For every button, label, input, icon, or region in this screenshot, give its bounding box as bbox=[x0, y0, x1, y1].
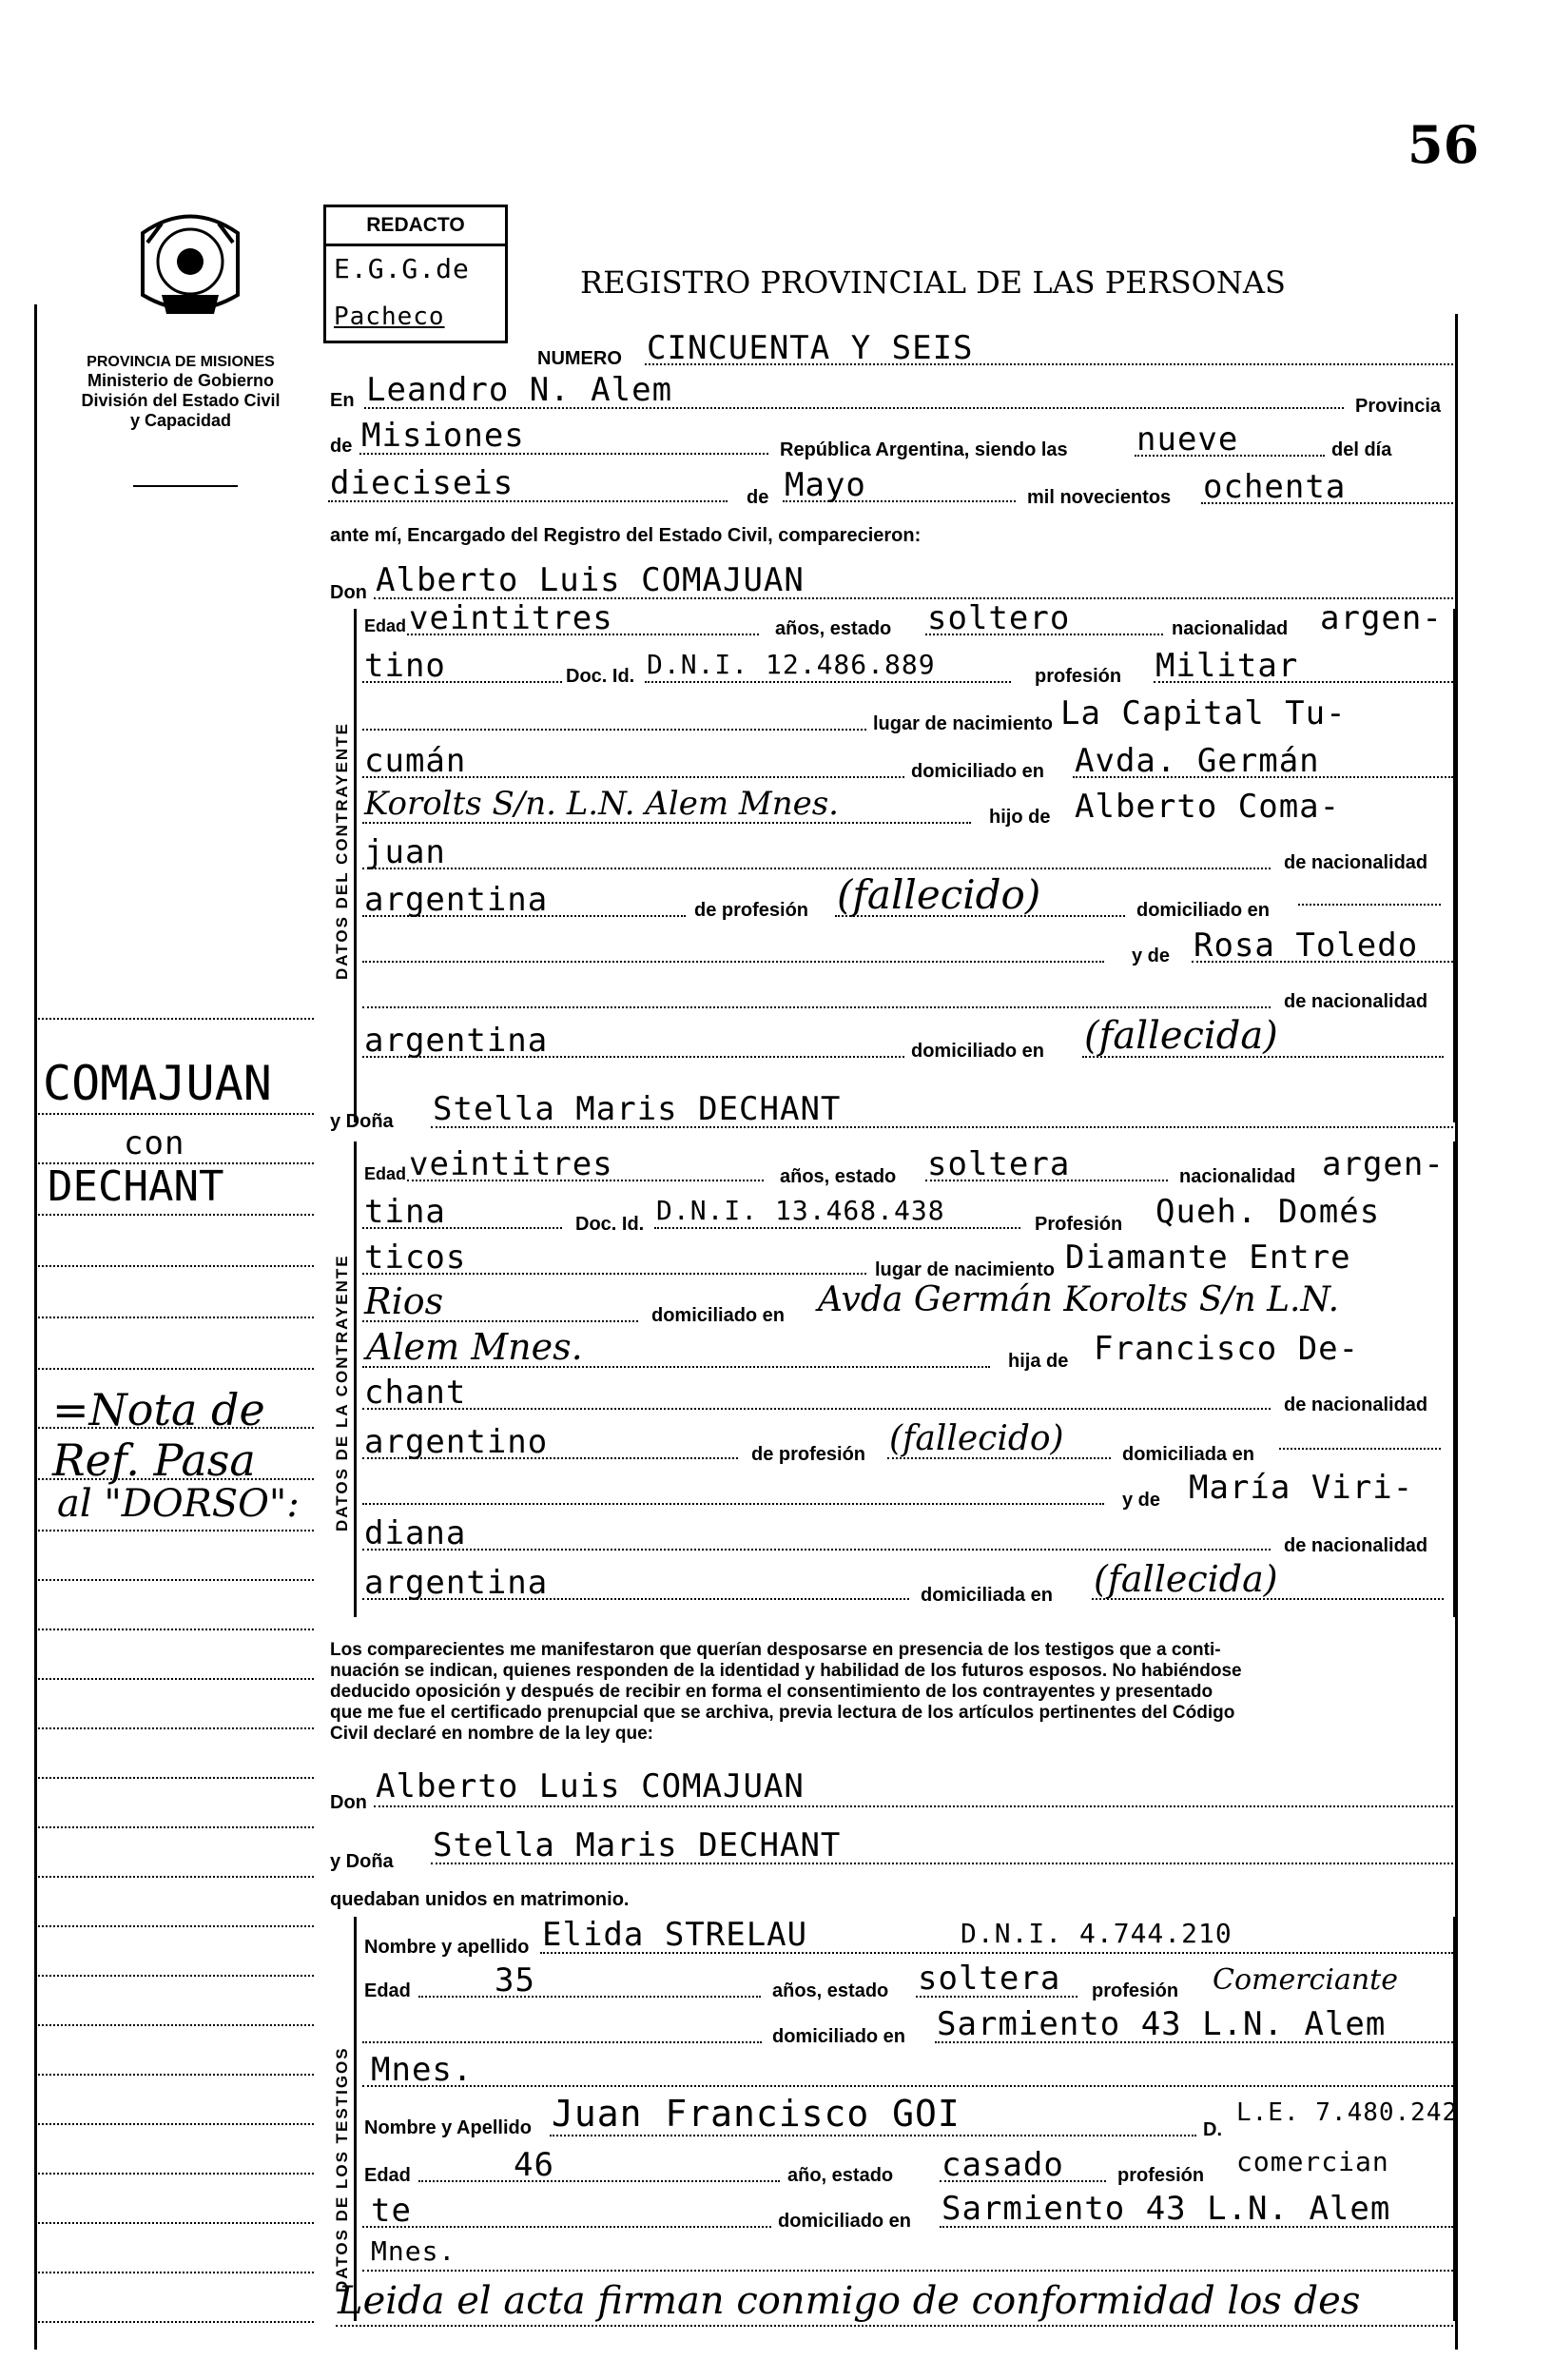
t1-anos-estado-label: años, estado bbox=[772, 1980, 889, 2001]
mil-novecientos-label: mil novecientos bbox=[1027, 487, 1172, 508]
de-value: Misiones bbox=[361, 417, 525, 455]
padre-nac-value: argentina bbox=[364, 881, 549, 919]
de-nacionalidad-label: de nacionalidad bbox=[1284, 852, 1428, 873]
de-profesion-label: de profesión bbox=[694, 900, 809, 921]
decl-don-label: Don bbox=[330, 1792, 367, 1813]
decl-dona-label: y Doña bbox=[330, 1851, 394, 1872]
t1-edad-value: 35 bbox=[495, 1961, 535, 2000]
t1-nombre-label: Nombre y apellido bbox=[364, 1937, 530, 1958]
margin-nota: =Nota de bbox=[52, 1384, 265, 1435]
madre-domicilio-label: domiciliado en bbox=[911, 1041, 1045, 1062]
t1-nombre-value: Elida STRELAU bbox=[542, 1916, 808, 1954]
domicilio-label: domiciliado en bbox=[911, 761, 1045, 782]
profesion-label: Profesión bbox=[1035, 1214, 1123, 1235]
domicilio-value: Avda. Germán bbox=[1075, 742, 1320, 780]
doc-label: Doc. Id. bbox=[566, 666, 635, 687]
republica-text: República Argentina, siendo las bbox=[780, 439, 1068, 460]
anos-estado-label: años, estado bbox=[775, 618, 892, 639]
nacionalidad-label: nacionalidad bbox=[1179, 1166, 1296, 1187]
don-label: Don bbox=[330, 582, 367, 603]
madre-value: diana bbox=[364, 1514, 467, 1552]
de-mes-label: de bbox=[747, 487, 769, 508]
section-divider bbox=[1453, 1141, 1456, 1617]
padre-domicilio-label: domiciliada en bbox=[1122, 1444, 1254, 1465]
office-line: Ministerio de Gobierno bbox=[87, 371, 274, 390]
closing-text: quedaban unidos en matrimonio. bbox=[330, 1889, 630, 1910]
decl-dona-value: Stella Maris DECHANT bbox=[433, 1826, 842, 1864]
t2-profesion-value: comercian bbox=[1236, 2146, 1389, 2177]
del-dia-label: del día bbox=[1331, 439, 1392, 460]
de-profesion-label: de profesión bbox=[751, 1444, 866, 1465]
profesion-value: Queh. Domés bbox=[1155, 1193, 1381, 1231]
edad-label: Edad bbox=[364, 1164, 407, 1183]
t2-profesion-label: profesión bbox=[1117, 2165, 1205, 2186]
domicilio-value: Korolts S/n. L.N. Alem Mnes. bbox=[364, 785, 839, 823]
t1-profesion-value: Comerciante bbox=[1213, 1963, 1398, 1997]
t2-edad-value: 46 bbox=[514, 2146, 554, 2184]
lugar-value: La Capital Tu- bbox=[1060, 694, 1347, 732]
page-number: 56 bbox=[1407, 114, 1480, 175]
lugar-value: Rios bbox=[364, 1280, 444, 1322]
section-divider bbox=[354, 1141, 357, 1617]
redacto-label: REDACTO bbox=[326, 207, 505, 246]
t2-profesion-value: te bbox=[371, 2192, 412, 2230]
margin-nota: Ref. Pasa bbox=[52, 1434, 256, 1486]
t1-domicilio-value: Sarmiento 43 L.N. Alem bbox=[937, 2005, 1387, 2043]
office-line: PROVINCIA DE MISIONES bbox=[87, 354, 275, 370]
t2-doc-value: L.E. 7.480.242 bbox=[1236, 2098, 1459, 2127]
nacionalidad-value: argen- bbox=[1320, 599, 1443, 637]
nacionalidad-label: nacionalidad bbox=[1172, 618, 1289, 639]
de-nacionalidad-label: de nacionalidad bbox=[1284, 1535, 1428, 1556]
profesion-value: ticos bbox=[364, 1239, 467, 1277]
provincia-label: Provincia bbox=[1355, 396, 1442, 417]
redacto-box bbox=[323, 205, 508, 343]
t1-estado-value: soltera bbox=[918, 1960, 1061, 1998]
padre-nac-value: argentino bbox=[364, 1423, 549, 1461]
profesion-label: profesión bbox=[1035, 666, 1122, 687]
madre-value: María Viri- bbox=[1189, 1469, 1414, 1507]
declaration-line: deducido oposición y después de recibir en forma el consentimiento de los contrayentes y presentado bbox=[330, 1682, 1213, 1702]
document-title: REGISTRO PROVINCIAL DE LAS PERSONAS bbox=[580, 264, 1286, 301]
declaration-text bbox=[330, 1640, 1452, 1745]
t2-nombre-value: Juan Francisco GOI bbox=[552, 2093, 961, 2135]
hora-value: nueve bbox=[1136, 420, 1239, 458]
t1-profesion-label: profesión bbox=[1092, 1980, 1179, 2001]
section-divider bbox=[354, 1917, 357, 2321]
edad-label: Edad bbox=[364, 616, 407, 635]
numero-value: CINCUENTA Y SEIS bbox=[647, 329, 974, 367]
padre-domicilio-label: domiciliado en bbox=[1136, 900, 1271, 921]
madre-dom-value: (fallecida) bbox=[1094, 1558, 1278, 1600]
de-nacionalidad-label: de nacionalidad bbox=[1284, 1395, 1428, 1415]
t2-doc-label: D. bbox=[1203, 2119, 1222, 2140]
edad-value: veintitres bbox=[409, 1145, 613, 1183]
redacto-value: E.G.G.de bbox=[334, 253, 470, 284]
edad-value: veintitres bbox=[409, 599, 613, 637]
t1-doc-value: D.N.I. 4.744.210 bbox=[961, 1918, 1233, 1949]
padre-value: juan bbox=[364, 833, 446, 871]
declaration-line: Civil declaré en nombre de la ley que: bbox=[330, 1724, 654, 1744]
estado-value: soltero bbox=[927, 599, 1071, 637]
margin-nota: al "DORSO": bbox=[57, 1482, 300, 1526]
section-divider bbox=[354, 609, 357, 1122]
t2-domicilio-value: Mnes. bbox=[371, 2235, 456, 2267]
footer-handwritten: Leida el acta firman conmigo de conformidad los des bbox=[338, 2279, 1361, 2323]
t2-nombre-label: Nombre y Apellido bbox=[364, 2117, 532, 2138]
en-value: Leandro N. Alem bbox=[366, 371, 673, 409]
y-de-label: y de bbox=[1122, 1490, 1161, 1511]
padre-value: chant bbox=[364, 1374, 467, 1412]
madre-dom-value: (fallecida) bbox=[1084, 1014, 1278, 1058]
en-label: En bbox=[330, 390, 355, 411]
t2-domicilio-label: domiciliado en bbox=[778, 2211, 912, 2232]
mes-value: Mayo bbox=[785, 466, 866, 504]
declaration-line: que me fue el certificado prenupcial que se archiva, previa lectura de los artículos pertinentes del Código bbox=[330, 1703, 1235, 1723]
lugar-nacimiento-label: lugar de nacimiento bbox=[875, 1259, 1055, 1280]
t2-domicilio-value: Sarmiento 43 L.N. Alem bbox=[942, 2190, 1391, 2228]
domicilio-label: domiciliado en bbox=[651, 1305, 786, 1326]
dia-value: dieciseis bbox=[330, 464, 514, 502]
de-nacionalidad-label: de nacionalidad bbox=[1284, 991, 1428, 1012]
doc-label: Doc. Id. bbox=[575, 1214, 645, 1235]
hijo-de-label: hijo de bbox=[989, 807, 1051, 828]
padre-prof-value: (fallecido) bbox=[889, 1419, 1064, 1458]
provincial-seal bbox=[124, 205, 257, 328]
y-de-label: y de bbox=[1132, 946, 1171, 966]
t2-edad-label: Edad bbox=[364, 2165, 411, 2186]
madre-nac-value: argentina bbox=[364, 1564, 549, 1602]
section-divider bbox=[1453, 609, 1456, 1122]
nacionalidad-value: tina bbox=[364, 1193, 446, 1231]
padre-value: Francisco De- bbox=[1094, 1330, 1360, 1368]
madre-domicilio-label: domiciliada en bbox=[921, 1585, 1053, 1606]
ante-mi-text: ante mí, Encargado del Registro del Estado Civil, comparecieron: bbox=[330, 525, 922, 546]
office-underline bbox=[133, 485, 238, 487]
madre-nac-value: argentina bbox=[364, 1022, 549, 1060]
domicilio-value: Alem Mnes. bbox=[366, 1326, 583, 1368]
de-label: de bbox=[330, 436, 353, 457]
lugar-value: Diamante Entre bbox=[1065, 1239, 1351, 1277]
padre-prof-value: (fallecido) bbox=[837, 871, 1041, 918]
t2-anos-estado-label: año, estado bbox=[787, 2165, 894, 2186]
dona-label: y Doña bbox=[330, 1111, 394, 1132]
lugar-value: cumán bbox=[364, 742, 467, 780]
redacto-value: Pacheco bbox=[334, 302, 445, 331]
dona-value: Stella Maris DECHANT bbox=[433, 1090, 842, 1128]
padre-value: Alberto Coma- bbox=[1075, 788, 1341, 826]
t1-domicilio-value: Mnes. bbox=[371, 2051, 474, 2089]
domicilio-value: Avda Germán Korolts S/n L.N. bbox=[818, 1280, 1340, 1319]
nacionalidad-value: tino bbox=[364, 647, 446, 685]
nacionalidad-value: argen- bbox=[1322, 1145, 1445, 1183]
numero-label: NUMERO bbox=[537, 348, 622, 369]
t2-estado-value: casado bbox=[942, 2146, 1064, 2184]
t1-domicilio-label: domiciliado en bbox=[772, 2026, 906, 2047]
anio-value: ochenta bbox=[1203, 468, 1347, 506]
testigos-side-label: DATOS DE LOS TESTIGOS bbox=[333, 2046, 351, 2292]
estado-value: soltera bbox=[927, 1145, 1071, 1183]
contrayente-side-label: DATOS DEL CONTRAYENTE bbox=[333, 722, 351, 980]
doc-value: D.N.I. 13.468.438 bbox=[656, 1195, 945, 1226]
margin-surname-1: COMAJUAN bbox=[43, 1056, 272, 1111]
contrayente-side-label: DATOS DE LA CONTRAYENTE bbox=[333, 1254, 351, 1531]
margin-con: con bbox=[124, 1124, 185, 1162]
t1-edad-label: Edad bbox=[364, 1980, 411, 2001]
profesion-value: Militar bbox=[1155, 647, 1299, 685]
decl-don-value: Alberto Luis COMAJUAN bbox=[376, 1767, 805, 1805]
lugar-nacimiento-label: lugar de nacimiento bbox=[873, 713, 1053, 734]
left-border bbox=[34, 304, 37, 2350]
doc-value: D.N.I. 12.486.889 bbox=[647, 649, 936, 680]
office-line: y Capacidad bbox=[129, 411, 232, 430]
anos-estado-label: años, estado bbox=[780, 1166, 897, 1187]
hija-de-label: hija de bbox=[1008, 1351, 1069, 1372]
office-block bbox=[38, 354, 323, 431]
declaration-line: Los comparecientes me manifestaron que querían desposarse en presencia de los testigos que a conti- bbox=[330, 1640, 1221, 1660]
don-value: Alberto Luis COMAJUAN bbox=[376, 561, 805, 599]
margin-surname-2: DECHANT bbox=[48, 1162, 224, 1211]
madre-value: Rosa Toledo bbox=[1194, 927, 1419, 965]
declaration-line: nuación se indican, quienes responden de la identidad y habilidad de los futuros esposos. No habiéndose bbox=[330, 1661, 1242, 1681]
office-line: División del Estado Civil bbox=[81, 391, 281, 410]
